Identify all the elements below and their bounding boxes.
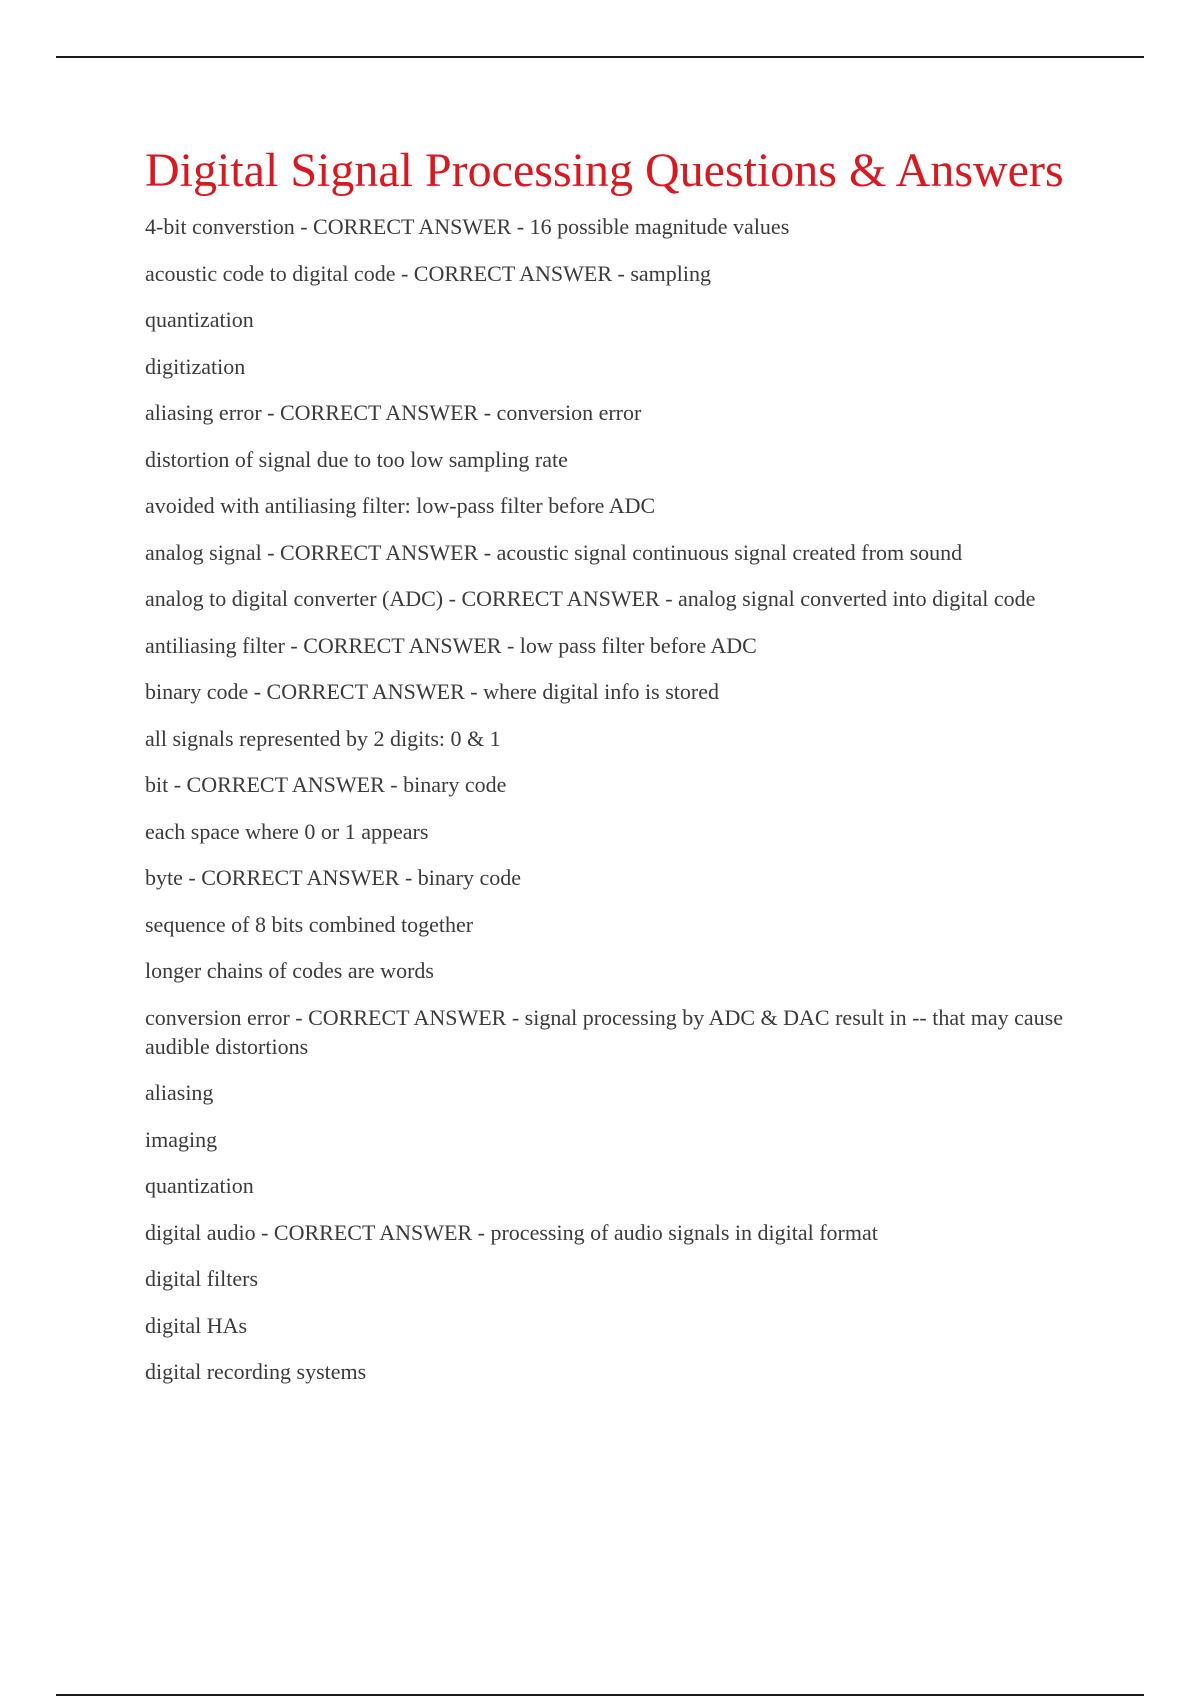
document-title: Digital Signal Processing Questions & Answers (145, 144, 1064, 197)
qa-line: aliasing error - CORRECT ANSWER - conversion error (145, 400, 642, 425)
qa-list (145, 212, 1085, 1386)
top-divider (56, 56, 1144, 58)
qa-line: byte - CORRECT ANSWER - binary code (145, 865, 521, 890)
qa-line: distortion of signal due to too low sampling rate (145, 446, 568, 472)
qa-line: analog to digital converter (ADC) - CORRECT ANSWER - analog signal converted into digital code (145, 586, 1036, 611)
qa-line: 4-bit converstion - CORRECT ANSWER - 16 possible magnitude values (145, 214, 790, 239)
qa-line: binary code - CORRECT ANSWER - where digital info is stored (145, 679, 719, 704)
qa-line: quantization (145, 307, 254, 332)
qa-line: avoided with antiliasing filter: low-pass filter before ADC (145, 493, 656, 518)
bottom-divider (56, 1694, 1144, 1696)
qa-line: imaging (145, 1126, 218, 1152)
qa-line: sequence of 8 bits combined together (145, 911, 474, 937)
qa-line: digital audio - CORRECT ANSWER - processing of audio signals in digital format (145, 1219, 878, 1245)
qa-line: digital filters (145, 1266, 259, 1291)
document-body (145, 140, 1085, 1404)
qa-line: antiliasing filter - CORRECT ANSWER - low pass filter before ADC (145, 632, 757, 658)
qa-line: bit - CORRECT ANSWER - binary code (145, 772, 507, 797)
qa-line: each space where 0 or 1 appears (145, 818, 429, 844)
qa-line: digital recording systems (145, 1359, 367, 1384)
qa-line: acoustic code to digital code - CORRECT ANSWER - sampling (145, 260, 712, 286)
qa-line: aliasing (145, 1080, 214, 1105)
qa-line: digitization (145, 353, 246, 379)
qa-line: all signals represented by 2 digits: 0 & 1 (145, 725, 501, 751)
qa-line: analog signal - CORRECT ANSWER - acoustic signal continuous signal created from sound (145, 539, 963, 565)
qa-line: digital HAs (145, 1312, 248, 1338)
qa-line: longer chains of codes are words (145, 958, 434, 983)
qa-line: quantization (145, 1173, 254, 1198)
qa-line: conversion error - CORRECT ANSWER - signal processing by ADC & DAC result in -- that may cause audible distortions (145, 1004, 1063, 1059)
